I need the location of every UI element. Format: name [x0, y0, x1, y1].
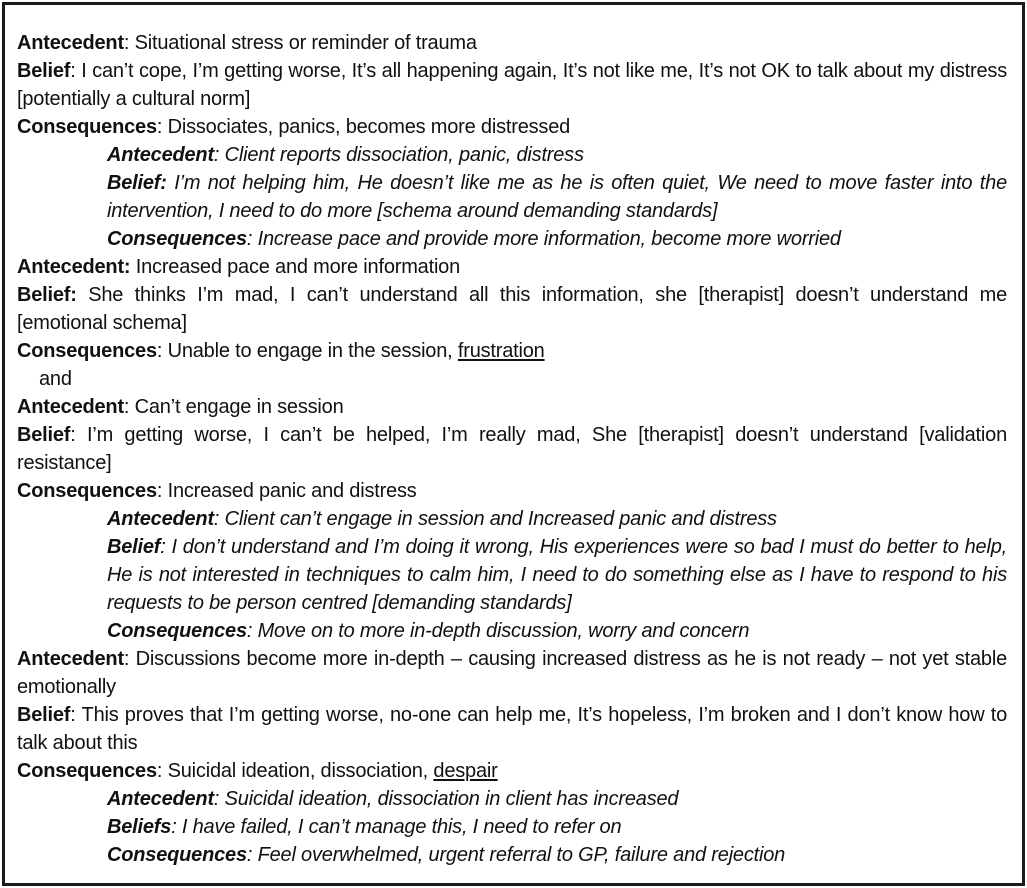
consequences-label: Consequences	[17, 340, 157, 362]
belief-text: I’m getting worse, I can’t be helped, I’m really mad, She [therapist] doesn’t understand [validation resistance]	[17, 424, 1007, 474]
therapist-belief-2: Belief: I don’t understand and I’m doing it wrong, His experiences were so bad I must do better to help, He is not interested in techniques to calm him, I need to do something else as I have to respond to his requests to be person centred [demanding standards]	[107, 536, 1007, 614]
belief-label: Belief	[17, 704, 71, 726]
client-consequences-3: Consequences: Increased panic and distress	[17, 480, 417, 502]
consequences-text: Increased panic and distress	[167, 480, 417, 502]
antecedent-label: Antecedent	[17, 32, 124, 54]
belief-text: This proves that I’m getting worse, no-one can help me, It’s hopeless, I’m broken and I don’t know how to talk about this	[17, 704, 1008, 754]
underlined-emotion: frustration	[457, 340, 545, 362]
underlined-emotion: despair	[433, 760, 498, 782]
client-belief-3: Belief: I’m getting worse, I can’t be helped, I’m really mad, She [therapist] doesn’t understand [validation resistance]	[17, 424, 1007, 474]
belief-text: I don’t understand and I’m doing it wrong, His experiences were so bad I must do better to help, He is not interested in techniques to calm him, I need to do something else as I have to respond to his requests to be person centred [demanding standards]	[107, 536, 1007, 614]
belief-text: I can’t cope, I’m getting worse, It’s all happening again, It’s not like me, It’s not OK to talk about my distress [potentially a cultural norm]	[17, 60, 1007, 110]
consequences-label: Consequences	[107, 844, 247, 866]
consequences-text: Feel overwhelmed, urgent referral to GP, failure and rejection	[257, 844, 786, 866]
therapist-belief-1	[17, 169, 1007, 225]
therapist-consequences-1: Consequences: Increase pace and provide more information, become more worried	[107, 228, 841, 250]
therapist-antecedent-3: Antecedent: Suicidal ideation, dissociation in client has increased	[107, 788, 679, 810]
antecedent-text: Situational stress or reminder of trauma	[134, 32, 477, 54]
client-consequences-1: Consequences: Dissociates, panics, becomes more distressed	[17, 116, 571, 138]
formulation-text	[17, 29, 1007, 869]
belief-text: I’m not helping him, He doesn’t like me as he is often quiet, We need to move faster into the intervention, I need to do more [schema around demanding standards]	[107, 172, 1007, 222]
client-consequences-2: Consequences: Unable to engage in the session, frustration	[17, 340, 545, 362]
consequences-label: Consequences	[17, 760, 157, 782]
consequences-text: Increase pace and provide more information, become more worried	[257, 228, 841, 250]
antecedent-label: Antecedent	[107, 508, 214, 530]
antecedent-text: Client reports dissociation, panic, distress	[224, 144, 584, 166]
consequences-label: Consequences	[17, 480, 157, 502]
beliefs-label: Beliefs	[107, 816, 172, 838]
therapist-antecedent-2: Antecedent: Client can’t engage in session and Increased panic and distress	[107, 508, 777, 530]
antecedent-label: Antecedent	[107, 788, 214, 810]
consequences-text: Dissociates, panics, becomes more distressed	[167, 116, 571, 138]
therapist-consequences-2: Consequences: Move on to more in-depth discussion, worry and concern	[107, 620, 750, 642]
therapist-consequences-3: Consequences: Feel overwhelmed, urgent referral to GP, failure and rejection	[107, 844, 786, 866]
consequences-text: Unable to engage in the session,	[167, 340, 458, 362]
antecedent-text: Can’t engage in session	[134, 396, 344, 418]
antecedent-text: Discussions become more in-depth – causing increased distress as he is not ready – not yet stable emotionally	[17, 648, 1007, 698]
client-antecedent-2	[17, 253, 1007, 281]
belief-label: Belief	[107, 536, 161, 558]
client-belief-4: Belief: This proves that I’m getting worse, no-one can help me, It’s hopeless, I’m broken and I don’t know how to talk about this	[17, 704, 1008, 754]
client-antecedent-4: Antecedent: Discussions become more in-depth – causing increased distress as he is not ready – not yet stable emotionally	[17, 648, 1007, 698]
therapist-beliefs-3: Beliefs: I have failed, I can’t manage this, I need to refer on	[107, 816, 622, 838]
consequences-text: Move on to more in-depth discussion, worry and concern	[257, 620, 750, 642]
consequences-label: Consequences	[17, 116, 157, 138]
belief-label: Belief:	[107, 172, 167, 194]
consequences-text: Suicidal ideation, dissociation,	[167, 760, 434, 782]
document-frame	[2, 2, 1025, 886]
client-belief-1: Belief: I can’t cope, I’m getting worse, It’s all happening again, It’s not like me, It’s not OK to talk about my distress [potentially a cultural norm]	[17, 60, 1007, 110]
belief-label: Belief	[17, 424, 71, 446]
client-consequences-4: Consequences: Suicidal ideation, dissociation, despair	[17, 760, 498, 782]
antecedent-label: Antecedent	[17, 396, 124, 418]
beliefs-text: I have failed, I can’t manage this, I need to refer on	[181, 816, 622, 838]
antecedent-text: Suicidal ideation, dissociation in client has increased	[224, 788, 679, 810]
antecedent-label: Antecedent	[17, 648, 124, 670]
belief-text: She thinks I’m mad, I can’t understand all this information, she [therapist] doesn’t understand me [emotional schema]	[17, 284, 1008, 334]
antecedent-label: Antecedent	[107, 144, 214, 166]
antecedent-text: Client can’t engage in session and Increased panic and distress	[224, 508, 777, 530]
antecedent-label: Antecedent:	[17, 256, 131, 278]
client-belief-2	[17, 281, 1007, 337]
consequences-label: Consequences	[107, 228, 247, 250]
and-connector: and	[39, 368, 72, 390]
belief-label: Belief:	[17, 284, 77, 306]
therapist-antecedent-1: Antecedent: Client reports dissociation, panic, distress	[107, 144, 584, 166]
belief-label: Belief	[17, 60, 71, 82]
client-antecedent-3: Antecedent: Can’t engage in session	[17, 396, 344, 418]
antecedent-text: Increased pace and more information	[135, 256, 461, 278]
consequences-label: Consequences	[107, 620, 247, 642]
client-antecedent-1: Antecedent: Situational stress or reminder of trauma	[17, 32, 477, 54]
